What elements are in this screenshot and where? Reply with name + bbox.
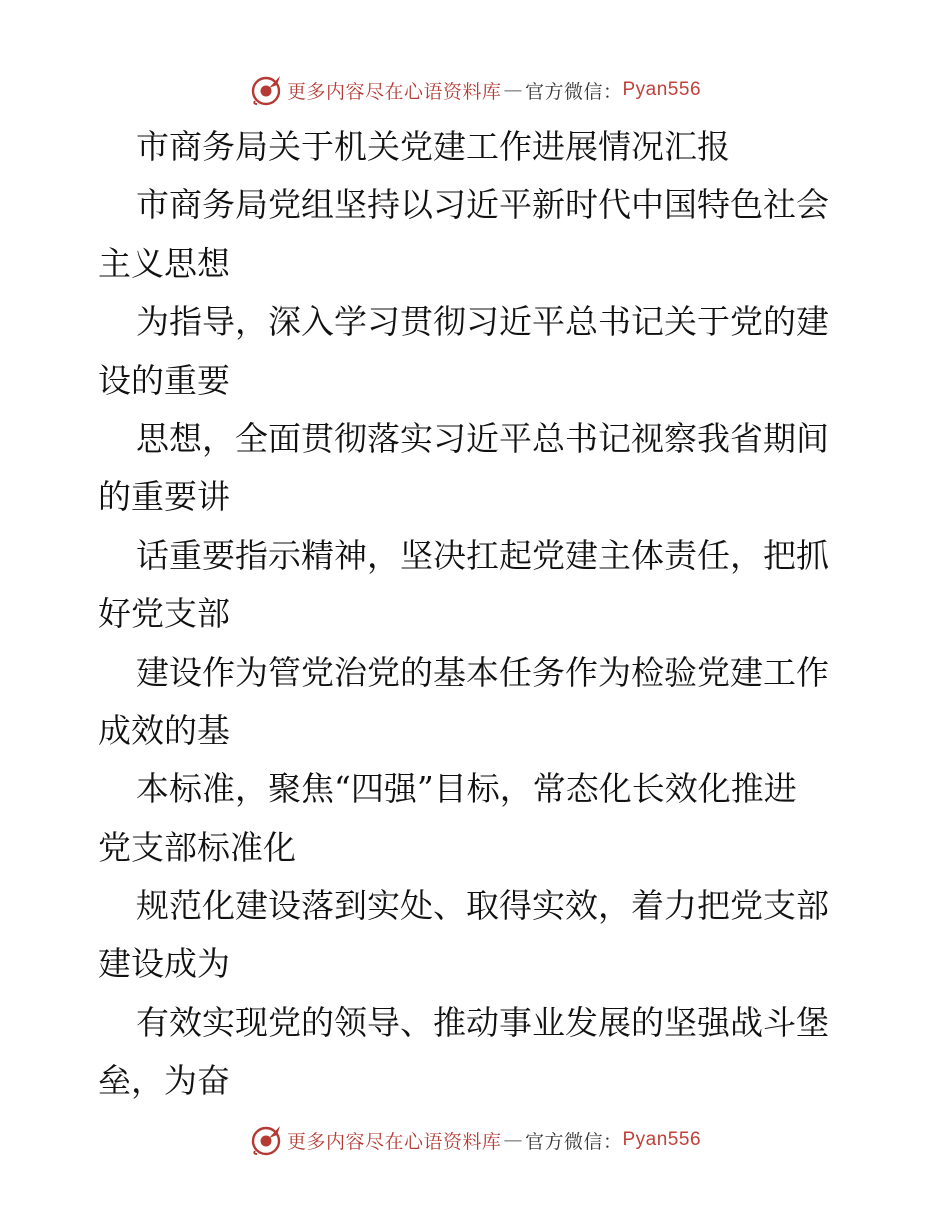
paragraph-line: 规范化建设落到实处、取得实效，着力把党支部 — [136, 886, 829, 926]
paragraph-line: 话重要指示精神，坚决扛起党建主体责任，把抓 — [136, 535, 829, 575]
paragraph-line: 有效实现党的领导、推动事业发展的坚强战斗堡 — [136, 1002, 829, 1042]
watermark-brand: 更多内容尽在心语资料库 — [286, 80, 502, 103]
paragraph-line: 建设成为 — [98, 944, 230, 984]
paragraph-line: 好党支部 — [98, 594, 230, 634]
quill-pen-seal-icon — [249, 1123, 283, 1157]
watermark-dash: — — [503, 79, 523, 101]
paragraph-line: 成效的基 — [98, 710, 230, 750]
paragraph-line: 设的重要 — [98, 360, 230, 400]
header-watermark — [0, 70, 950, 110]
paragraph-line: 垒，为奋 — [98, 1061, 230, 1101]
paragraph-line: 建设作为管党治党的基本任务作为检验党建工作 — [136, 652, 829, 692]
paragraph-line: 为指导，深入学习贯彻习近平总书记关于党的建 — [136, 302, 829, 342]
paragraph-line: 思想，全面贯彻落实习近平总书记视察我省期间 — [136, 418, 829, 458]
paragraph-line: 市商务局党组坚持以习近平新时代中国特色社会 — [136, 185, 829, 225]
quill-pen-seal-icon — [249, 73, 283, 107]
watermark-dash: — — [503, 1129, 523, 1151]
watermark-brand: 更多内容尽在心语资料库 — [286, 1130, 502, 1153]
document-body — [98, 118, 858, 1111]
watermark-handle: Pyan556 — [622, 1129, 702, 1150]
watermark-wechat-label: 官方微信： — [524, 1130, 623, 1153]
paragraph-line: 本标准，聚焦“四强”目标，常态化长效化推进 — [136, 769, 797, 809]
document-title: 市商务局关于机关党建工作进展情况汇报 — [136, 127, 730, 166]
paragraph-line: 的重要讲 — [98, 477, 230, 517]
paragraph-line: 党支部标准化 — [98, 827, 296, 867]
watermark-wechat-label: 官方微信： — [524, 80, 623, 103]
paragraph-line: 主义思想 — [98, 243, 230, 283]
footer-watermark — [0, 1120, 950, 1160]
watermark-handle: Pyan556 — [622, 79, 702, 100]
